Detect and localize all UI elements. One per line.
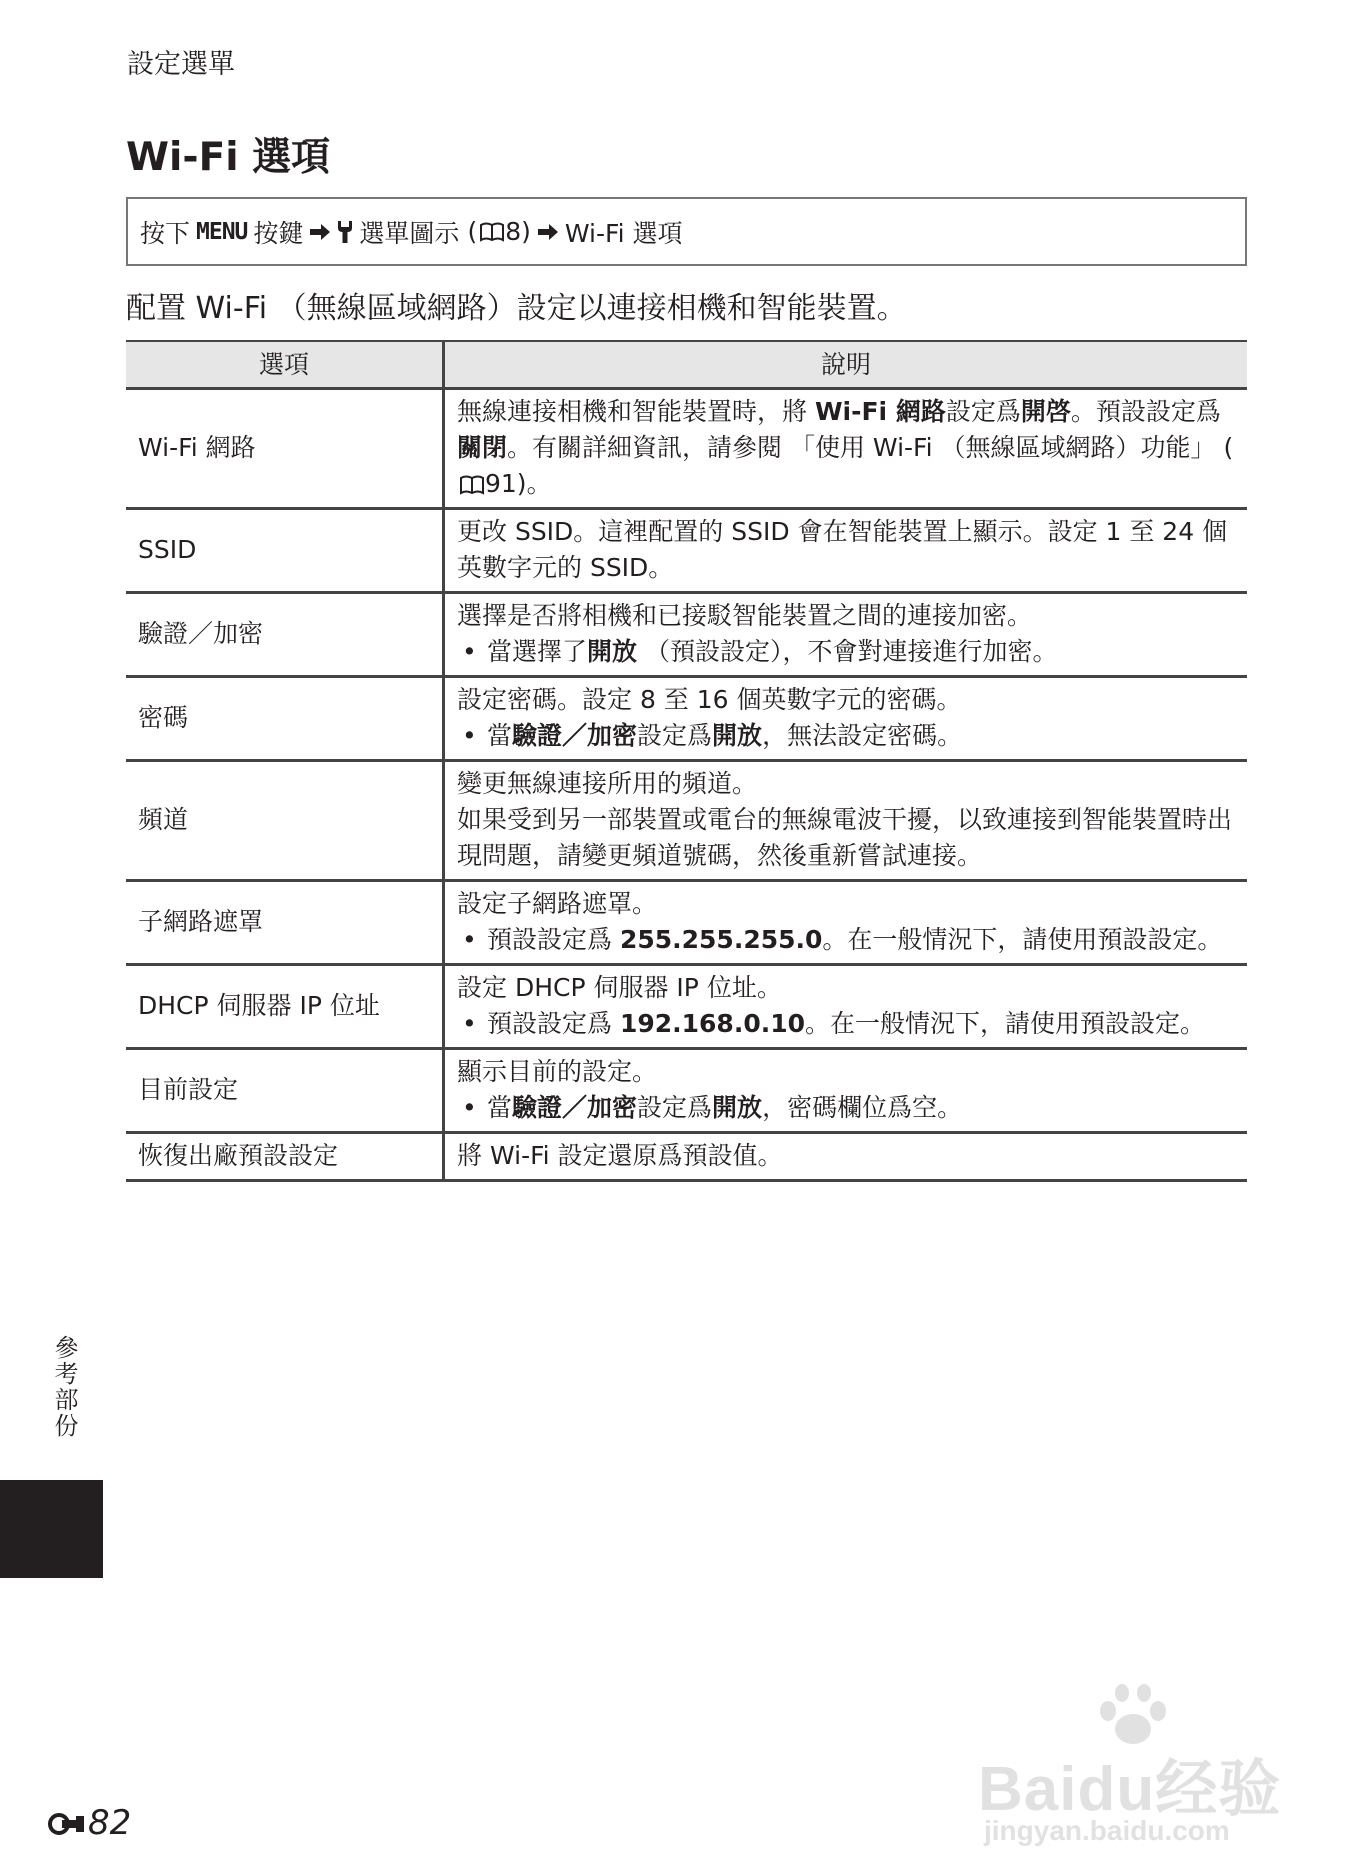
menu-key-label: MENU — [196, 218, 248, 245]
text-run: 更改 SSID。這裡配置的 SSID 會在智能裝置上顯示。設定 1 至 24 個英數字元的 SSID。 — [457, 517, 1228, 582]
section-tab-marker — [0, 1480, 103, 1578]
text-run: 選擇是否將相機和已接駁智能裝置之間的連接加密。 — [457, 601, 1033, 630]
table-row — [126, 593, 1247, 677]
bold-term: 192.168.0.10 — [619, 1009, 805, 1038]
description-cell — [444, 761, 1248, 881]
nav-prefix: 按下 — [140, 218, 191, 248]
bold-term: 關閉 — [457, 433, 508, 462]
table-row — [126, 1049, 1247, 1133]
text-run: 設定爲 — [637, 721, 713, 750]
settings-table — [126, 340, 1247, 1182]
text-run: 變更無線連接所用的頻道。 — [457, 769, 758, 798]
text-run: 設定子網路遮罩。 — [457, 889, 658, 918]
description-line — [457, 970, 1237, 1006]
table-row — [126, 509, 1247, 593]
option-cell: 密碼 — [126, 677, 444, 761]
text-run: 設定密碼。設定 8 至 16 個英數字元的密碼。 — [457, 685, 962, 714]
text-run: 設定 DHCP 伺服器 IP 位址。 — [457, 973, 782, 1002]
description-line — [457, 514, 1237, 586]
text-run: 設定爲 — [945, 397, 1021, 426]
book-icon — [479, 221, 505, 243]
text-run: 。在一般情況下，請使用預設設定。 — [805, 1009, 1206, 1038]
description-line — [457, 682, 1237, 718]
bold-term: 驗證／加密 — [512, 1093, 638, 1122]
text-run: ，密碼欄位爲空。 — [762, 1093, 963, 1122]
bold-term: 開放 — [712, 721, 763, 750]
text-run: 當 — [487, 1093, 513, 1122]
bullet-line — [457, 1006, 1237, 1042]
menu-navigation-path — [126, 197, 1247, 266]
nav-target: Wi-Fi 選項 — [564, 218, 683, 248]
description-line — [457, 598, 1237, 634]
description-cell — [444, 509, 1248, 593]
description-cell — [444, 1049, 1248, 1133]
arrow-right-icon — [309, 222, 331, 242]
table-row — [126, 881, 1247, 965]
watermark-brand: Baidu经验 — [978, 1755, 1282, 1824]
nav-ref-close: ) — [521, 217, 531, 246]
text-run: 預設設定爲 — [487, 925, 620, 954]
bold-term: 驗證／加密 — [512, 721, 638, 750]
option-cell: 恢復出廠預設設定 — [126, 1133, 444, 1181]
nav-ref-page: 8 — [505, 217, 522, 246]
table-header-row — [126, 341, 1247, 389]
option-cell: Wi-Fi 網路 — [126, 389, 444, 509]
text-run: 如果受到另一部裝置或電台的無線電波干擾，以致連接到智能裝置時出現問題，請變更頻道號碼，然後重新嘗試連接。 — [457, 805, 1233, 870]
text-run: 當選擇了 — [487, 637, 588, 666]
text-run: 顯示目前的設定。 — [457, 1057, 658, 1086]
table-row — [126, 761, 1247, 881]
option-cell: 目前設定 — [126, 1049, 444, 1133]
side-section-label: 參考部份 — [50, 1335, 78, 1439]
bullet-line — [457, 922, 1237, 958]
nav-key-suffix: 按鍵 — [253, 218, 304, 248]
description-cell — [444, 1133, 1248, 1181]
wrench-icon — [337, 220, 353, 244]
description-cell — [444, 965, 1248, 1049]
description-line — [457, 394, 1237, 502]
option-cell: DHCP 伺服器 IP 位址 — [126, 965, 444, 1049]
nav-menu-icon-label: 選單圖示 — [359, 218, 460, 248]
table-row — [126, 677, 1247, 761]
text-run: 。預設設定爲 — [1070, 397, 1221, 426]
text-run: （預設設定），不會對連接進行加密。 — [637, 637, 1058, 666]
description-line — [457, 802, 1237, 874]
bullet-line — [457, 1090, 1237, 1126]
description-line — [457, 886, 1237, 922]
column-header-description: 說明 — [444, 341, 1248, 389]
page-number — [48, 1803, 131, 1843]
table-row — [126, 1133, 1247, 1181]
bold-term: 255.255.255.0 — [619, 925, 823, 954]
column-header-option: 選項 — [126, 341, 444, 389]
description-cell — [444, 677, 1248, 761]
description-cell — [444, 881, 1248, 965]
text-run: 。有關詳細資訊，請參閱 「使用 Wi-Fi （無線區域網路）功能」 ( — [507, 433, 1234, 462]
table-row — [126, 389, 1247, 509]
description-cell — [444, 389, 1248, 509]
table-row — [126, 965, 1247, 1049]
description-line — [457, 1054, 1237, 1090]
bold-term: 開啓 — [1020, 397, 1071, 426]
option-cell: 頻道 — [126, 761, 444, 881]
description-line — [457, 766, 1237, 802]
text-run: 無線連接相機和智能裝置時，將 — [457, 397, 815, 426]
bold-term: 開放 — [587, 637, 638, 666]
bullet-line — [457, 718, 1237, 754]
bold-term: Wi-Fi 網路 — [814, 397, 946, 426]
text-run: 91)。 — [485, 469, 552, 498]
option-cell: SSID — [126, 509, 444, 593]
running-head: 設定選單 — [127, 49, 235, 80]
nav-ref-open: ( — [467, 217, 478, 246]
bullet-line — [457, 634, 1237, 670]
description-line — [457, 1138, 1237, 1174]
reference-section-icon — [48, 1810, 86, 1836]
text-run: 將 Wi-Fi 設定還原爲預設值。 — [457, 1141, 783, 1170]
page-title: Wi-Fi 選項 — [126, 135, 331, 180]
option-cell: 子網路遮罩 — [126, 881, 444, 965]
intro-text: 配置 Wi-Fi （無線區域網路）設定以連接相機和智能裝置。 — [126, 291, 907, 326]
watermark — [958, 1681, 1298, 1856]
text-run: 設定爲 — [637, 1093, 713, 1122]
text-run: 當 — [487, 721, 513, 750]
book-icon — [459, 474, 485, 496]
description-cell — [444, 593, 1248, 677]
watermark-url: jingyan.baidu.com — [984, 1815, 1230, 1846]
page-number-value: 82 — [88, 1803, 132, 1843]
bold-term: 開放 — [712, 1093, 763, 1122]
text-run: ，無法設定密碼。 — [762, 721, 963, 750]
text-run: 。在一般情況下，請使用預設設定。 — [822, 925, 1223, 954]
text-run: 預設設定爲 — [487, 1009, 620, 1038]
arrow-right-icon — [537, 222, 559, 242]
option-cell: 驗證／加密 — [126, 593, 444, 677]
